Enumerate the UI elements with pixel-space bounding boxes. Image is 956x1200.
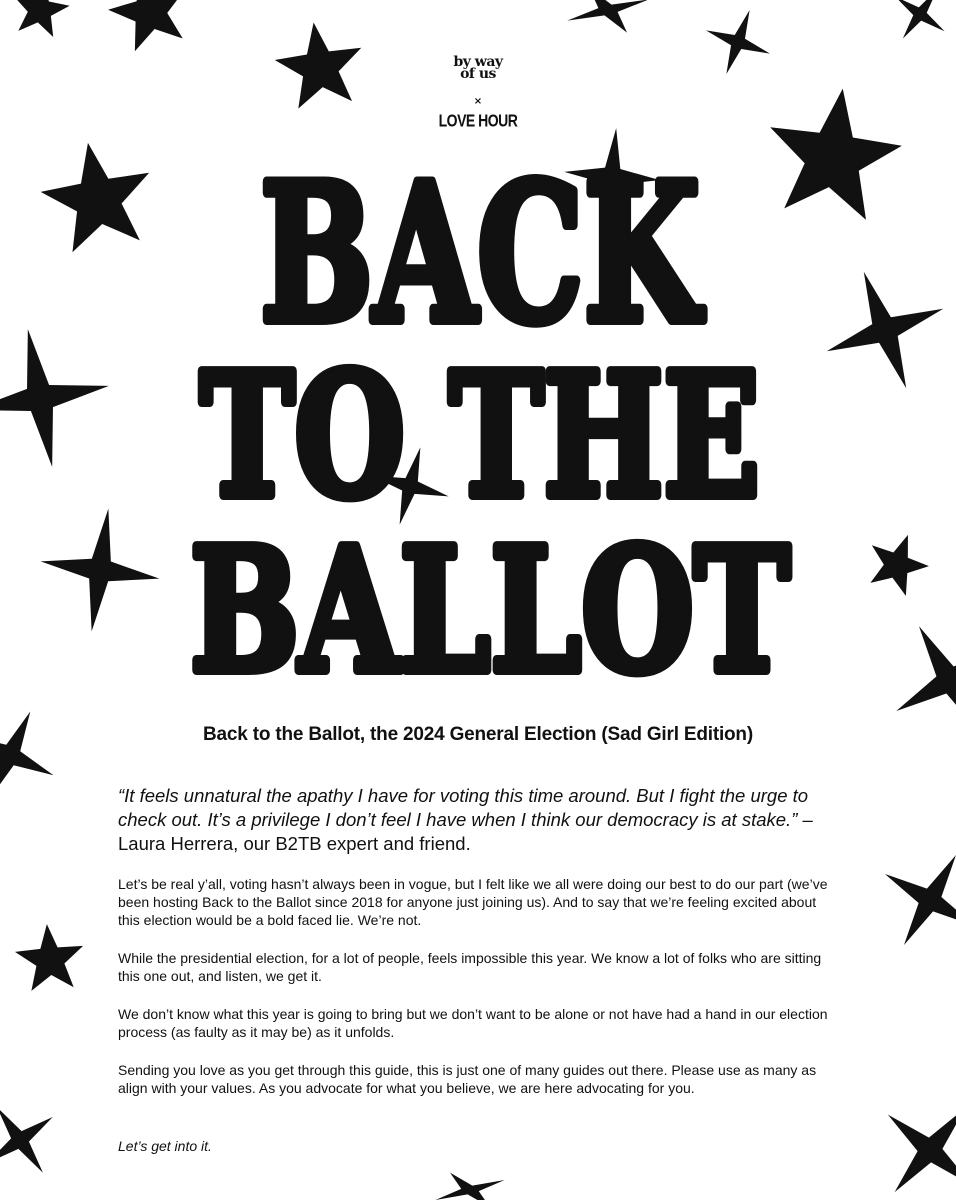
logo-line-2: of us: [460, 66, 496, 82]
star-icon: [853, 1073, 956, 1200]
star-icon: [415, 1163, 524, 1200]
love-hour-logo: LOVE HOUR: [438, 110, 518, 130]
hero-line-to-the: TO THE: [200, 336, 760, 536]
hero-line-back: BACK: [260, 150, 705, 365]
paragraph-4: Sending you love as you get through this guide, this is just one of many guides out there. Please use as many as align with your values. As you advocate for what you believe, we are here advocating for you.: [118, 1062, 817, 1096]
hero-headline: [0, 150, 956, 710]
star-icon: [13, 921, 87, 992]
quote-attribution: – Laura Herrera, our B2TB expert and friend.: [118, 809, 813, 854]
paragraph-3: We don’t know what this year is going to bring but we don’t want to be alone or not have had a hand in our election process (as faulty as it may be) as it unfolds.: [118, 1006, 828, 1040]
star-icon: [0, 691, 74, 819]
paragraph-2: While the presidential election, for a lot of people, feels impossible this year. We know a lot of folks who are sitting this one out, and listen, we get it.: [118, 950, 822, 984]
logo-line-1: by way: [453, 54, 503, 70]
star-icon: [548, 0, 668, 43]
star-icon: [101, 0, 198, 55]
star-icon: [0, 1084, 76, 1195]
closing-line: Let’s get into it.: [118, 1138, 212, 1154]
quote-text: “It feels unnatural the apathy I have for voting this time around. But I fight the urge to check out. It’s a privilege I don’t feel I have when I think our democracy is at stake.”: [118, 785, 809, 830]
star-icon: [878, 0, 956, 56]
by-way-of-us-logo: [0, 56, 956, 80]
pull-quote: [118, 784, 838, 856]
logo-separator: ×: [473, 96, 483, 107]
hero-line-ballot: BALLOT: [190, 511, 790, 710]
star-icon: [859, 829, 956, 971]
document-title: Back to the Ballot, the 2024 General Election (Sad Girl Edition): [203, 724, 753, 745]
paragraph-1: Let’s be real y’all, voting hasn’t always been in vogue, but I felt like we all were doing our best to do our part (we’ve been hosting Back to the Ballot since 2018 for anyone just joining us). And to say that we’re feeling excited about this election would be a bold faced lie. We’re not.: [118, 876, 828, 928]
star-icon: [8, 0, 74, 39]
